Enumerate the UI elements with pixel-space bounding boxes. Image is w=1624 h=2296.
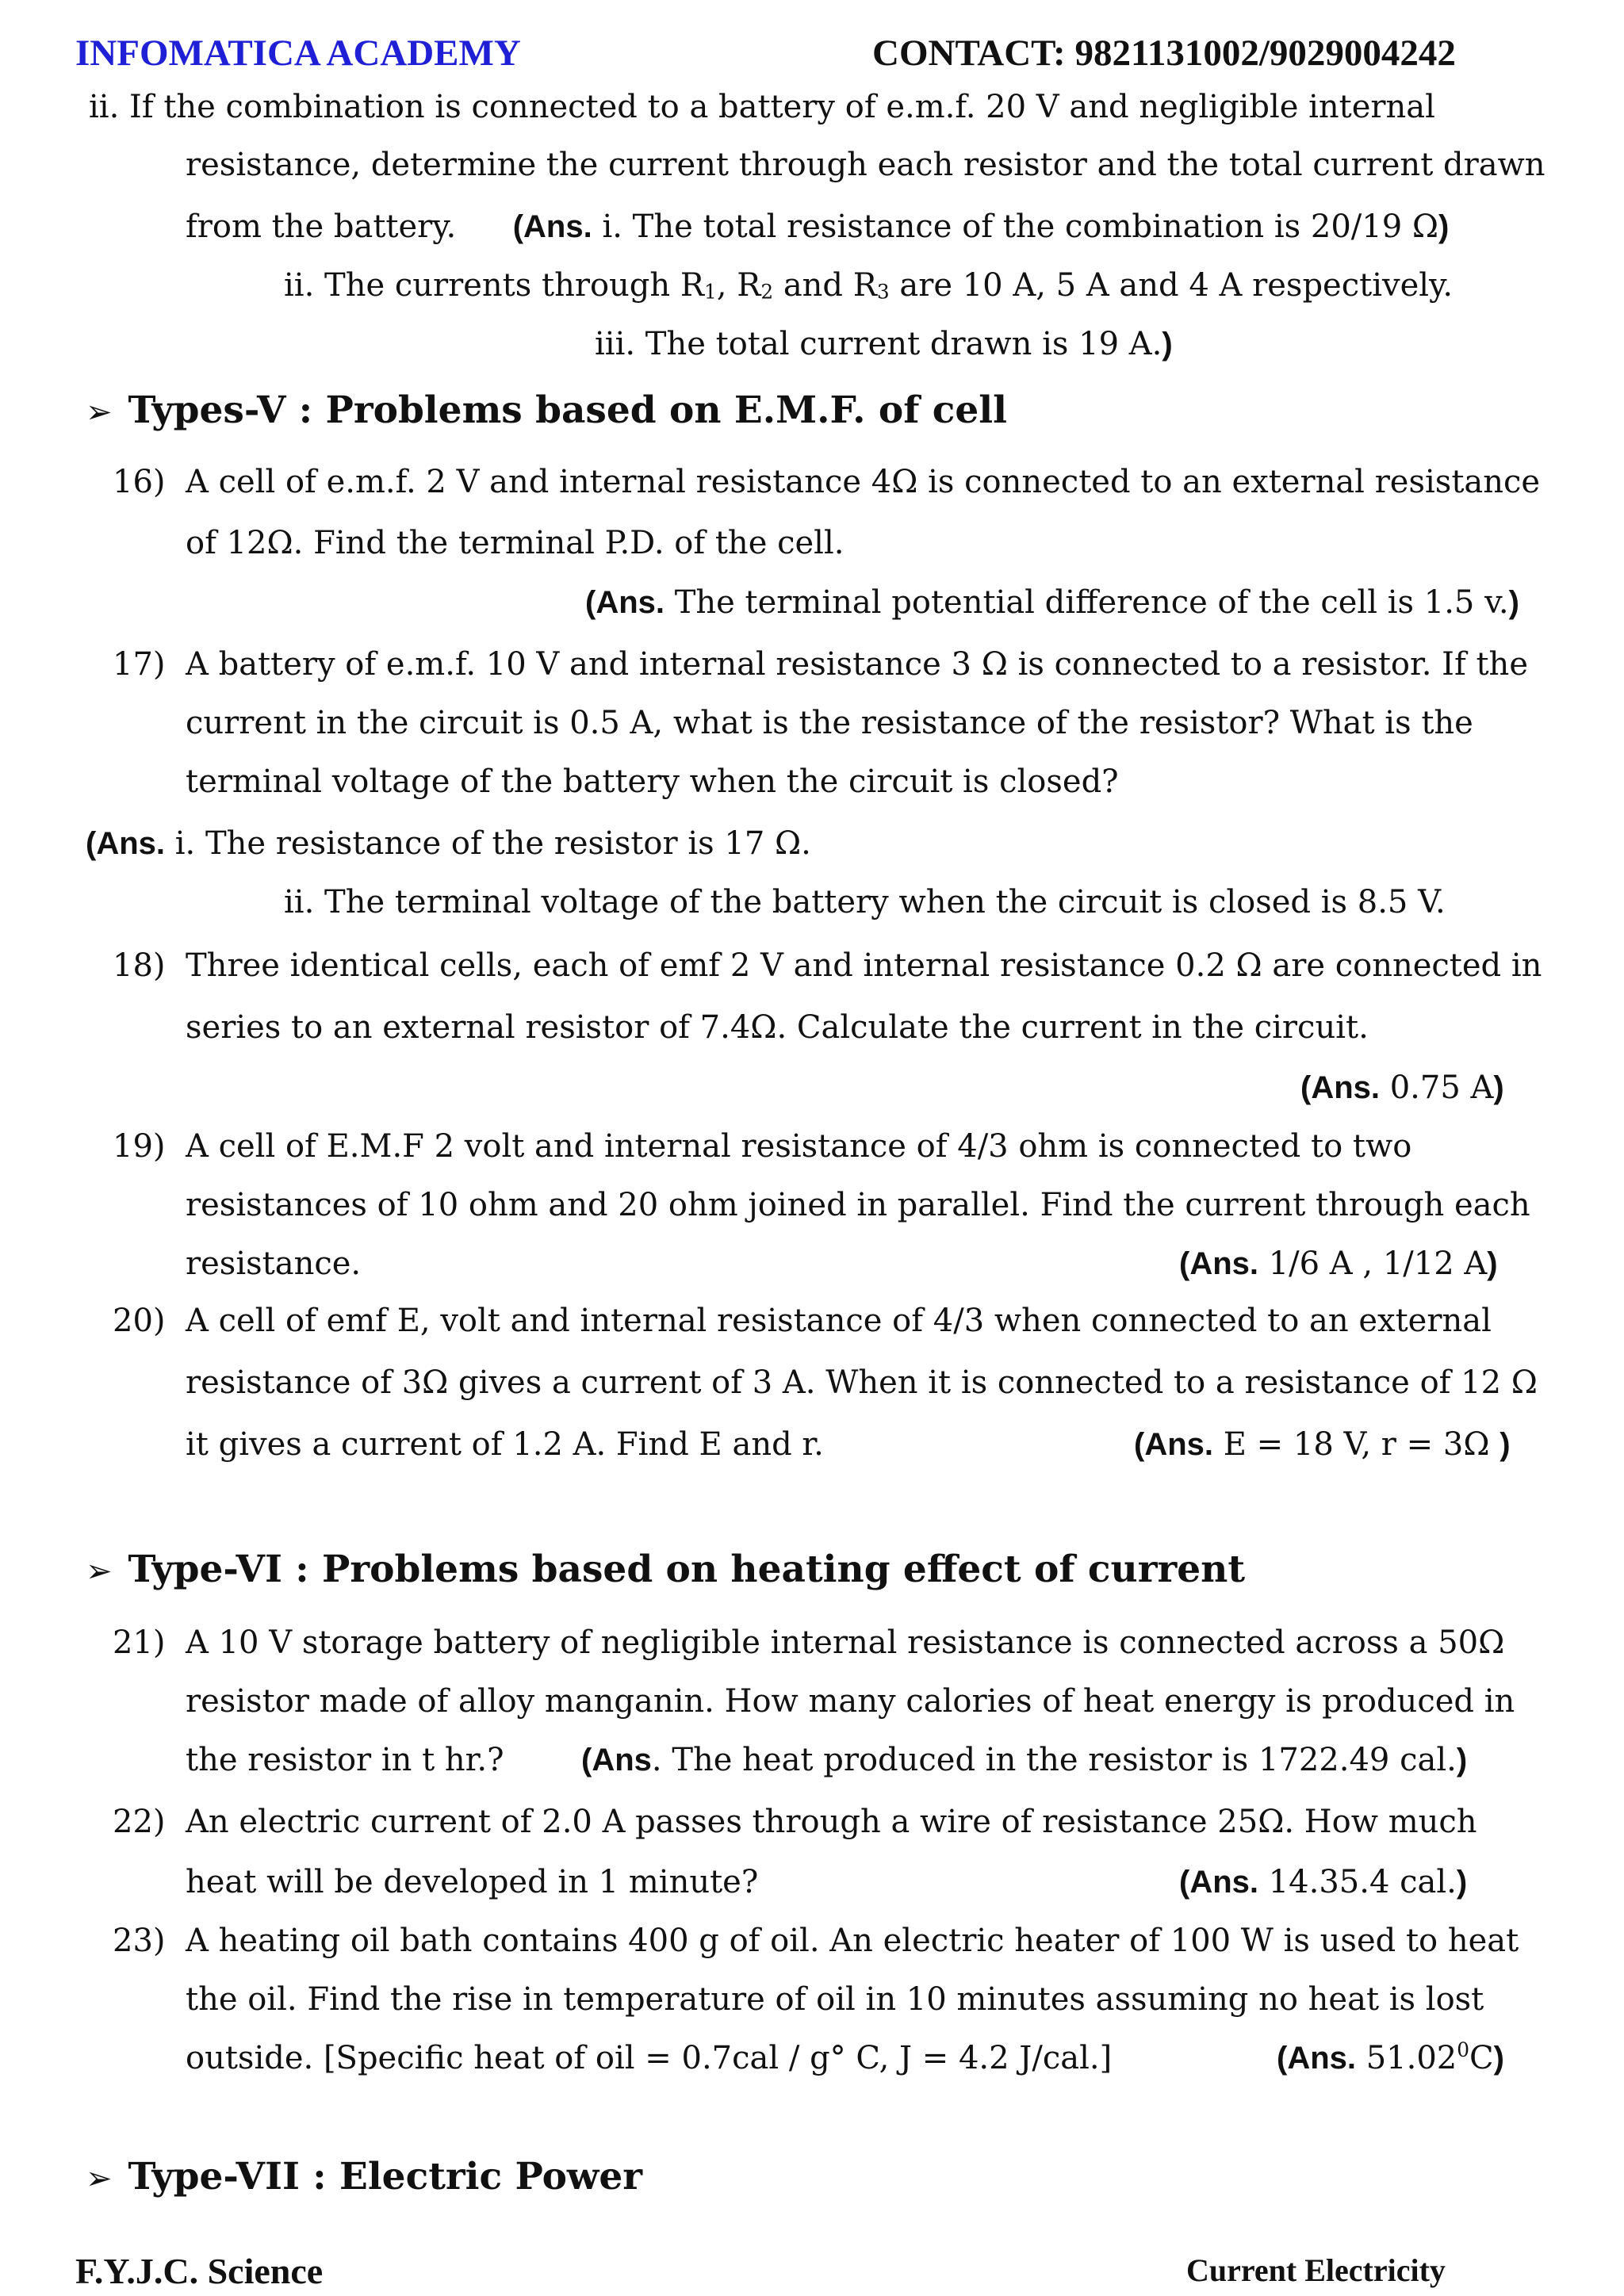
q16-line-2: of 12Ω. Find the terminal P.D. of the cell. [186,525,845,561]
answer-close: ) [1487,1246,1498,1281]
q20-answer [1134,1426,1511,1463]
intro-line-5 [595,328,1173,360]
answer-label: (Ans [581,1743,652,1777]
q23-answer [1277,2038,1504,2076]
answer-label: (Ans. [512,209,592,244]
section-heading-types-v [86,388,1008,432]
subscript-2: 2 [760,280,774,304]
q23-line-2: the oil. Find the rise in temperature of oil in 10 minutes assuming no heat is lost [186,1981,1484,2018]
answer-close: ) [1456,1743,1468,1777]
arrowhead-bullet-icon: ➢ [86,1553,113,1590]
q19-answer [1179,1248,1498,1280]
arrowhead-bullet-icon: ➢ [86,394,113,430]
q19-line-1: A cell of E.M.F 2 volt and internal resistance of 4/3 ohm is connected to two [186,1128,1412,1165]
answer-text: . The heat produced in the resistor is 1722.49 cal. [651,1742,1457,1778]
contact-info: CONTACT: 9821131002/9029004242 [872,33,1456,74]
answer-close: ) [1493,1070,1504,1105]
subscript-3: 3 [876,280,890,304]
intro-line-3 [186,211,1449,243]
q19-line-2: resistances of 10 ohm and 20 ohm joined in parallel. Find the current through each [186,1187,1530,1223]
question-number: 23) [113,1923,166,1959]
q17-line-3: terminal voltage of the battery when the circuit is closed? [186,763,1119,800]
answer-label: (Ans. [86,826,165,861]
academy-name: INFOMATICA ACADEMY [75,33,521,74]
q18-line-2: series to an external resistor of 7.4Ω. Calculate the current in the circuit. [186,1009,1369,1046]
arrowhead-bullet-icon: ➢ [86,2160,113,2197]
intro-line-1: ii. If the combination is connected to a battery of e.m.f. 20 V and negligible internal [89,89,1435,125]
answer-label: (Ans. [1300,1070,1380,1105]
answer-text: E = 18 V, r = 3Ω [1223,1426,1500,1463]
q17-answer-1 [86,825,811,862]
section-heading-type-vii [86,2155,643,2198]
answer-label: (Ans. [1179,1246,1258,1281]
answer-close: ) [1493,2041,1504,2076]
footer-chapter: Current Electricity [1186,2252,1446,2288]
q20-line-2: resistance of 3Ω gives a current of 3 A. When it is connected to a resistance of 12 Ω [186,1364,1538,1401]
answer-text: i. The resistance of the resistor is 17 Ω. [174,825,811,862]
question-text: the resistor in t hr.? [186,1742,504,1778]
q21-line-2: resistor made of alloy manganin. How many calories of heat energy is produced in [186,1683,1515,1720]
answer-text: 0.75 A [1389,1070,1494,1106]
answer-label: (Ans. [1179,1865,1258,1900]
answer-text: 51.02 [1365,2040,1457,2076]
q22-line-1: An electric current of 2.0 A passes through a wire of resistance 25Ω. How much [186,1804,1477,1840]
intro-line-2: resistance, determine the current through each resistor and the total current drawn [186,147,1545,183]
answer-close: ) [1162,327,1173,362]
q16-answer [585,584,1519,621]
answer-text: 1/6 A , 1/12 A [1268,1246,1488,1282]
q21-line-1: A 10 V storage battery of negligible internal resistance is connected across a 50Ω [186,1624,1505,1661]
section-heading-type-vi [86,1548,1246,1591]
q20-line-1: A cell of emf E, volt and internal resistance of 4/3 when connected to an external [186,1303,1492,1339]
q20-line-3: it gives a current of 1.2 A. Find E and r. [186,1426,824,1463]
currents-text-c: and R [773,267,877,304]
answer-close: ) [1456,1865,1468,1900]
answer-text: 14.35.4 cal. [1268,1864,1457,1900]
q19-line-3: resistance. [186,1246,362,1282]
section-title: Types-V : Problems based on E.M.F. of cell [128,388,1008,432]
q18-answer [1300,1072,1504,1104]
footer-course: F.Y.J.C. Science [75,2251,324,2291]
currents-text-a: ii. The currents through R [284,267,704,304]
question-number: 17) [113,646,166,683]
currents-text-b: , R [716,267,761,304]
answer-text: i. The total resistance of the combination is 20/19 Ω [602,209,1439,245]
answer-close: ) [1438,209,1450,244]
section-title: Type-VII : Electric Power [128,2155,643,2198]
currents-text-d: are 10 A, 5 A and 4 A respectively. [889,267,1454,304]
answer-close: ) [1508,585,1519,620]
answer-label: (Ans. [1277,2041,1356,2076]
answer-label: (Ans. [1134,1427,1213,1462]
q22-line-2: heat will be developed in 1 minute? [186,1864,759,1900]
question-number: 20) [113,1303,166,1339]
q23-line-3: outside. [Specific heat of oil = 0.7cal / g° C, J = 4.2 J/cal.] [186,2040,1113,2076]
q17-line-1: A battery of e.m.f. 10 V and internal resistance 3 Ω is connected to a resistor. If the [186,646,1528,683]
q18-line-1: Three identical cells, each of emf 2 V and internal resistance 0.2 Ω are connected in [186,947,1542,984]
intro-line-3-text: from the battery. [186,209,457,245]
answer-text: The terminal potential difference of the cell is 1.5 v. [674,584,1509,621]
section-title: Type-VI : Problems based on heating effect of current [128,1548,1246,1591]
question-number: 16) [113,464,166,500]
total-current-text: iii. The total current drawn is 19 A. [595,326,1162,362]
answer-unit: C [1469,2040,1494,2076]
question-number: 22) [113,1804,166,1840]
q17-answer-2: ii. The terminal voltage of the battery when the circuit is closed is 8.5 V. [284,884,1446,920]
subscript-1: 1 [704,280,717,304]
question-number: 21) [113,1624,166,1661]
q22-answer [1179,1866,1467,1898]
answer-label: (Ans. [585,585,665,620]
answer-close: ) [1500,1427,1511,1462]
question-number: 18) [113,947,166,984]
degree-superscript: 0 [1457,2038,1470,2062]
question-number: 19) [113,1128,166,1165]
intro-line-4 [284,267,1454,304]
q16-line-1: A cell of e.m.f. 2 V and internal resistance 4Ω is connected to an external resistance [186,464,1541,500]
q17-line-2: current in the circuit is 0.5 A, what is the resistance of the resistor? What is the [186,705,1473,741]
q23-line-1: A heating oil bath contains 400 g of oil. An electric heater of 100 W is used to heat [186,1923,1519,1959]
q21-line-3 [186,1744,1467,1776]
